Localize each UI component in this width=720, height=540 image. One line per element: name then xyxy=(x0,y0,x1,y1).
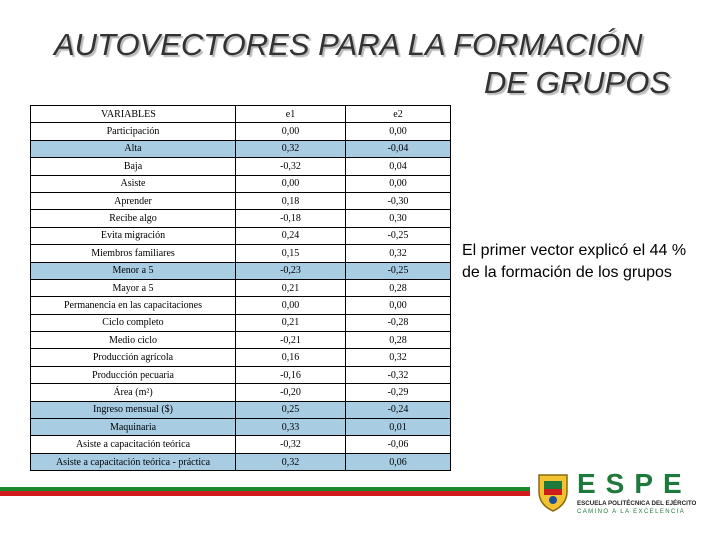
e1-cell: -0,23 xyxy=(236,262,346,279)
variable-cell: Asiste a capacitación teórica xyxy=(31,436,236,453)
table-row xyxy=(31,419,451,436)
e1-cell: -0,18 xyxy=(236,210,346,227)
variable-cell: Ingreso mensual ($) xyxy=(31,401,236,418)
e1-cell: 0,32 xyxy=(236,453,346,470)
variable-cell: Asiste xyxy=(31,175,236,192)
e2-cell: 0,00 xyxy=(346,123,451,140)
e2-cell: 0,30 xyxy=(346,210,451,227)
logo-subtitle: ESCUELA POLITÉCNICA DEL EJÉRCITO xyxy=(577,500,697,507)
e2-cell: -0,25 xyxy=(346,262,451,279)
variable-cell: Baja xyxy=(31,158,236,175)
e1-cell: -0,20 xyxy=(236,384,346,401)
e2-cell: -0,04 xyxy=(346,140,451,157)
variable-cell: Producción pecuaria xyxy=(31,366,236,383)
table-row xyxy=(31,436,451,453)
header-variables: VARIABLES xyxy=(31,106,236,123)
e1-cell: -0,32 xyxy=(236,436,346,453)
e1-cell: 0,21 xyxy=(236,279,346,296)
variable-cell: Evita migración xyxy=(31,227,236,244)
espe-logo xyxy=(530,466,716,522)
e2-cell: 0,32 xyxy=(346,349,451,366)
variable-cell: Permanencia en las capacitaciones xyxy=(31,297,236,314)
e2-cell: -0,30 xyxy=(346,192,451,209)
table-row xyxy=(31,192,451,209)
e1-cell: 0,18 xyxy=(236,192,346,209)
title-line-1: AUTOVECTORES PARA LA FORMACIÓN xyxy=(54,27,643,62)
table-row xyxy=(31,210,451,227)
variable-cell: Maquinaria xyxy=(31,419,236,436)
variable-cell: Medio ciclo xyxy=(31,332,236,349)
e1-cell: 0,16 xyxy=(236,349,346,366)
e1-cell: 0,00 xyxy=(236,297,346,314)
table-row xyxy=(31,279,451,296)
title-line-2: DE GRUPOS xyxy=(483,65,670,100)
variable-cell: Asiste a capacitación teórica - práctica xyxy=(31,453,236,470)
table-row xyxy=(31,384,451,401)
slide-title xyxy=(40,26,680,102)
e2-cell: 0,04 xyxy=(346,158,451,175)
e1-cell: -0,21 xyxy=(236,332,346,349)
e1-cell: 0,00 xyxy=(236,175,346,192)
table-row xyxy=(31,227,451,244)
table-row xyxy=(31,262,451,279)
e1-cell: -0,32 xyxy=(236,158,346,175)
logo-motto: CAMINO A LA EXCELENCIA xyxy=(577,509,686,515)
e2-cell: -0,24 xyxy=(346,401,451,418)
table-row xyxy=(31,140,451,157)
e2-cell: -0,32 xyxy=(346,366,451,383)
variable-cell: Miembros familiares xyxy=(31,245,236,262)
explained-variance-note: El primer vector explicó el 44 % de la formación de los grupos xyxy=(462,242,687,281)
e1-cell: 0,33 xyxy=(236,419,346,436)
e1-cell: 0,24 xyxy=(236,227,346,244)
e2-cell: 0,00 xyxy=(346,297,451,314)
table-row xyxy=(31,123,451,140)
variable-cell: Recibe algo xyxy=(31,210,236,227)
footer-red-bar xyxy=(0,491,530,496)
table-row xyxy=(31,366,451,383)
e2-cell: -0,25 xyxy=(346,227,451,244)
table-row xyxy=(31,175,451,192)
e2-cell: 0,32 xyxy=(346,245,451,262)
header-e1: e1 xyxy=(236,106,346,123)
variable-cell: Menor a 5 xyxy=(31,262,236,279)
e1-cell: -0,16 xyxy=(236,366,346,383)
table-row xyxy=(31,332,451,349)
e2-cell: -0,28 xyxy=(346,314,451,331)
table-row xyxy=(31,297,451,314)
e2-cell: 0,28 xyxy=(346,279,451,296)
shield-emblem-icon xyxy=(536,472,570,512)
e1-cell: 0,21 xyxy=(236,314,346,331)
e2-cell: -0,06 xyxy=(346,436,451,453)
table-row xyxy=(31,453,451,470)
eigenvector-table xyxy=(30,105,451,471)
variable-cell: Aprender xyxy=(31,192,236,209)
e2-cell: -0,29 xyxy=(346,384,451,401)
variable-cell: Producción agrícola xyxy=(31,349,236,366)
variable-cell: Mayor a 5 xyxy=(31,279,236,296)
header-e2: e2 xyxy=(346,106,451,123)
e1-cell: 0,32 xyxy=(236,140,346,157)
logo-wordmark: ESPE xyxy=(577,468,692,499)
e2-cell: 0,28 xyxy=(346,332,451,349)
e2-cell: 0,01 xyxy=(346,419,451,436)
e1-cell: 0,15 xyxy=(236,245,346,262)
e2-cell: 0,00 xyxy=(346,175,451,192)
variable-cell: Ciclo completo xyxy=(31,314,236,331)
table-row xyxy=(31,158,451,175)
table-row xyxy=(31,314,451,331)
variable-cell: Área (m²) xyxy=(31,384,236,401)
e1-cell: 0,25 xyxy=(236,401,346,418)
table-row xyxy=(31,349,451,366)
variable-cell: Alta xyxy=(31,140,236,157)
e1-cell: 0,00 xyxy=(236,123,346,140)
table-header-row xyxy=(31,106,451,123)
table-row xyxy=(31,245,451,262)
table-row xyxy=(31,401,451,418)
variable-cell: Participación xyxy=(31,123,236,140)
e2-cell: 0,06 xyxy=(346,453,451,470)
